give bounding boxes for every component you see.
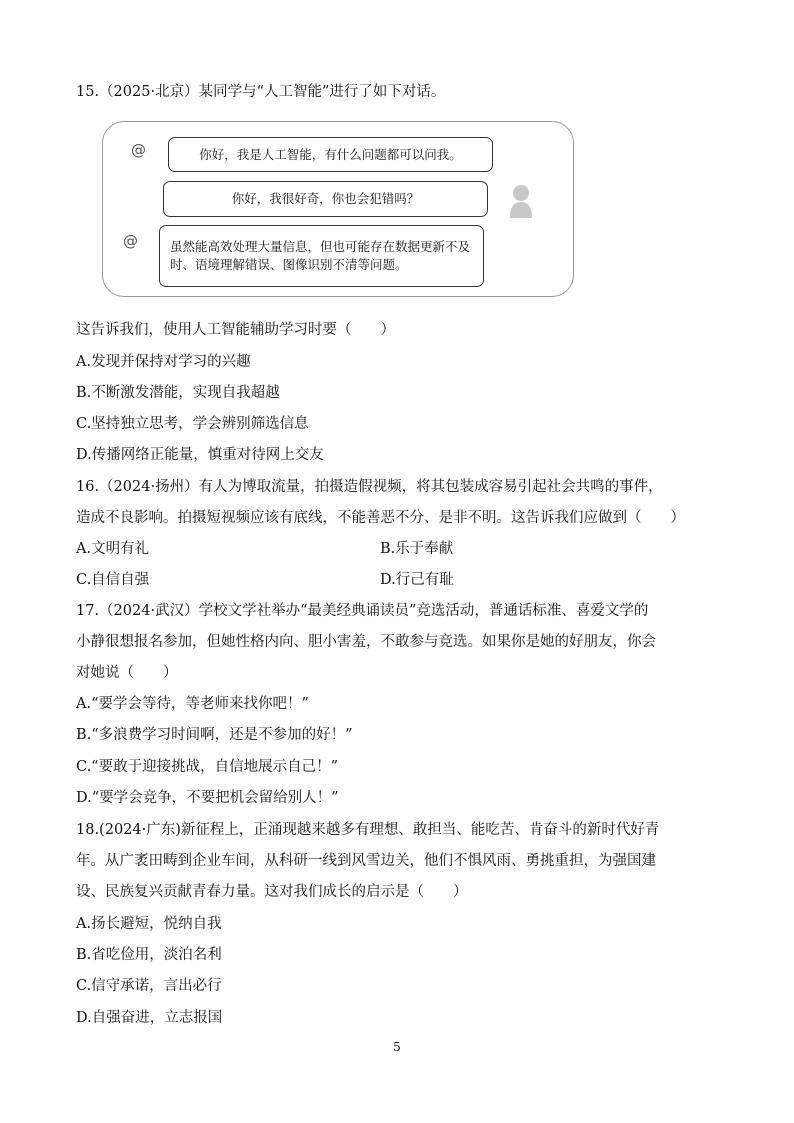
q16-line-1: 16.（2024·扬州）有人为博取流量，拍摄造假视频，将其包装成容易引起社会共鸣的事件， bbox=[76, 479, 663, 495]
q16-line-2: 造成不良影响。拍摄短视频应该有底线，不能善恶不分、是非不明。这告诉我们应做到（ ） bbox=[76, 510, 685, 526]
q16-option-b: B.乐于奉献 bbox=[380, 541, 454, 557]
q17-option-b: B.“多浪费学习时间啊，还是不参加的好！” bbox=[76, 727, 353, 743]
q17-option-a: A.“要学会等待，等老师来找你吧！” bbox=[76, 696, 309, 712]
q18-line-1: 18.(2024·广东)新征程上，正涌现越来越多有理想、敢担当、能吃苦、肯奋斗的新时代好青 bbox=[76, 822, 660, 838]
q15-stem: 15.（2025·北京）某同学与“人工智能”进行了如下对话。 bbox=[76, 84, 446, 100]
q16-option-c: C.自信自强 bbox=[76, 572, 150, 588]
user-avatar-icon bbox=[508, 182, 534, 218]
ai-message-1-text: 你好，我是人工智能，有什么问题都可以问我。 bbox=[199, 146, 462, 162]
ai-message-1 bbox=[168, 137, 493, 172]
q17-option-d: D.“要学会竞争，不要把机会留给别人！” bbox=[76, 790, 339, 806]
q16-option-a: A.文明有礼 bbox=[76, 541, 150, 557]
q17-line-1: 17.（2024·武汉）学校文学社举办“最美经典诵读员”竞选活动，普通话标准、喜爱文学的 bbox=[76, 603, 649, 619]
q15-prompt: 这告诉我们，使用人工智能辅助学习时要（ ） bbox=[76, 322, 395, 338]
q18-option-c: C.信守承诺，言出必行 bbox=[76, 978, 222, 994]
q18-option-b: B.省吃俭用，淡泊名利 bbox=[76, 947, 222, 963]
q15-option-c: C.坚持独立思考，学会辨别筛选信息 bbox=[76, 416, 309, 432]
chat-dialog-figure bbox=[102, 121, 574, 297]
q16-option-d: D.行己有耻 bbox=[380, 572, 454, 588]
ai-message-2 bbox=[159, 225, 484, 287]
ai-message-2-line1: 虽然能高效处理大量信息，但也可能存在数据更新不及 bbox=[170, 239, 471, 254]
ai-at-icon-2: @ bbox=[123, 232, 138, 250]
q18-line-2: 年。从广袤田畴到企业车间，从科研一线到风雪边关，他们不惧风雨、勇挑重担，为强国建 bbox=[76, 853, 656, 869]
q18-line-3: 设、民族复兴贡献青春力量。这对我们成长的启示是（ ） bbox=[76, 884, 468, 900]
ai-message-2-line2: 时、语境理解错误、图像识别不清等问题。 bbox=[170, 257, 408, 272]
page-number: 5 bbox=[393, 1040, 401, 1054]
q15-option-a: A.发现并保持对学习的兴趣 bbox=[76, 354, 251, 370]
q15-option-d: D.传播网络正能量，慎重对待网上交友 bbox=[76, 447, 324, 463]
user-message bbox=[163, 181, 488, 217]
q17-option-c: C.“要敢于迎接挑战，自信地展示自己！” bbox=[76, 759, 339, 775]
q17-line-3: 对她说（ ） bbox=[76, 665, 178, 681]
q18-option-d: D.自强奋进，立志报国 bbox=[76, 1010, 223, 1026]
user-message-text: 你好，我很好奇，你也会犯错吗？ bbox=[231, 191, 420, 206]
ai-at-icon: @ bbox=[131, 141, 146, 159]
q18-option-a: A.扬长避短，悦纳自我 bbox=[76, 916, 222, 932]
q15-option-b: B.不断激发潜能，实现自我超越 bbox=[76, 385, 280, 401]
q17-line-2: 小静很想报名参加，但她性格内向、胆小害羞，不敢参与竞选。如果你是她的好朋友，你会 bbox=[76, 634, 656, 650]
